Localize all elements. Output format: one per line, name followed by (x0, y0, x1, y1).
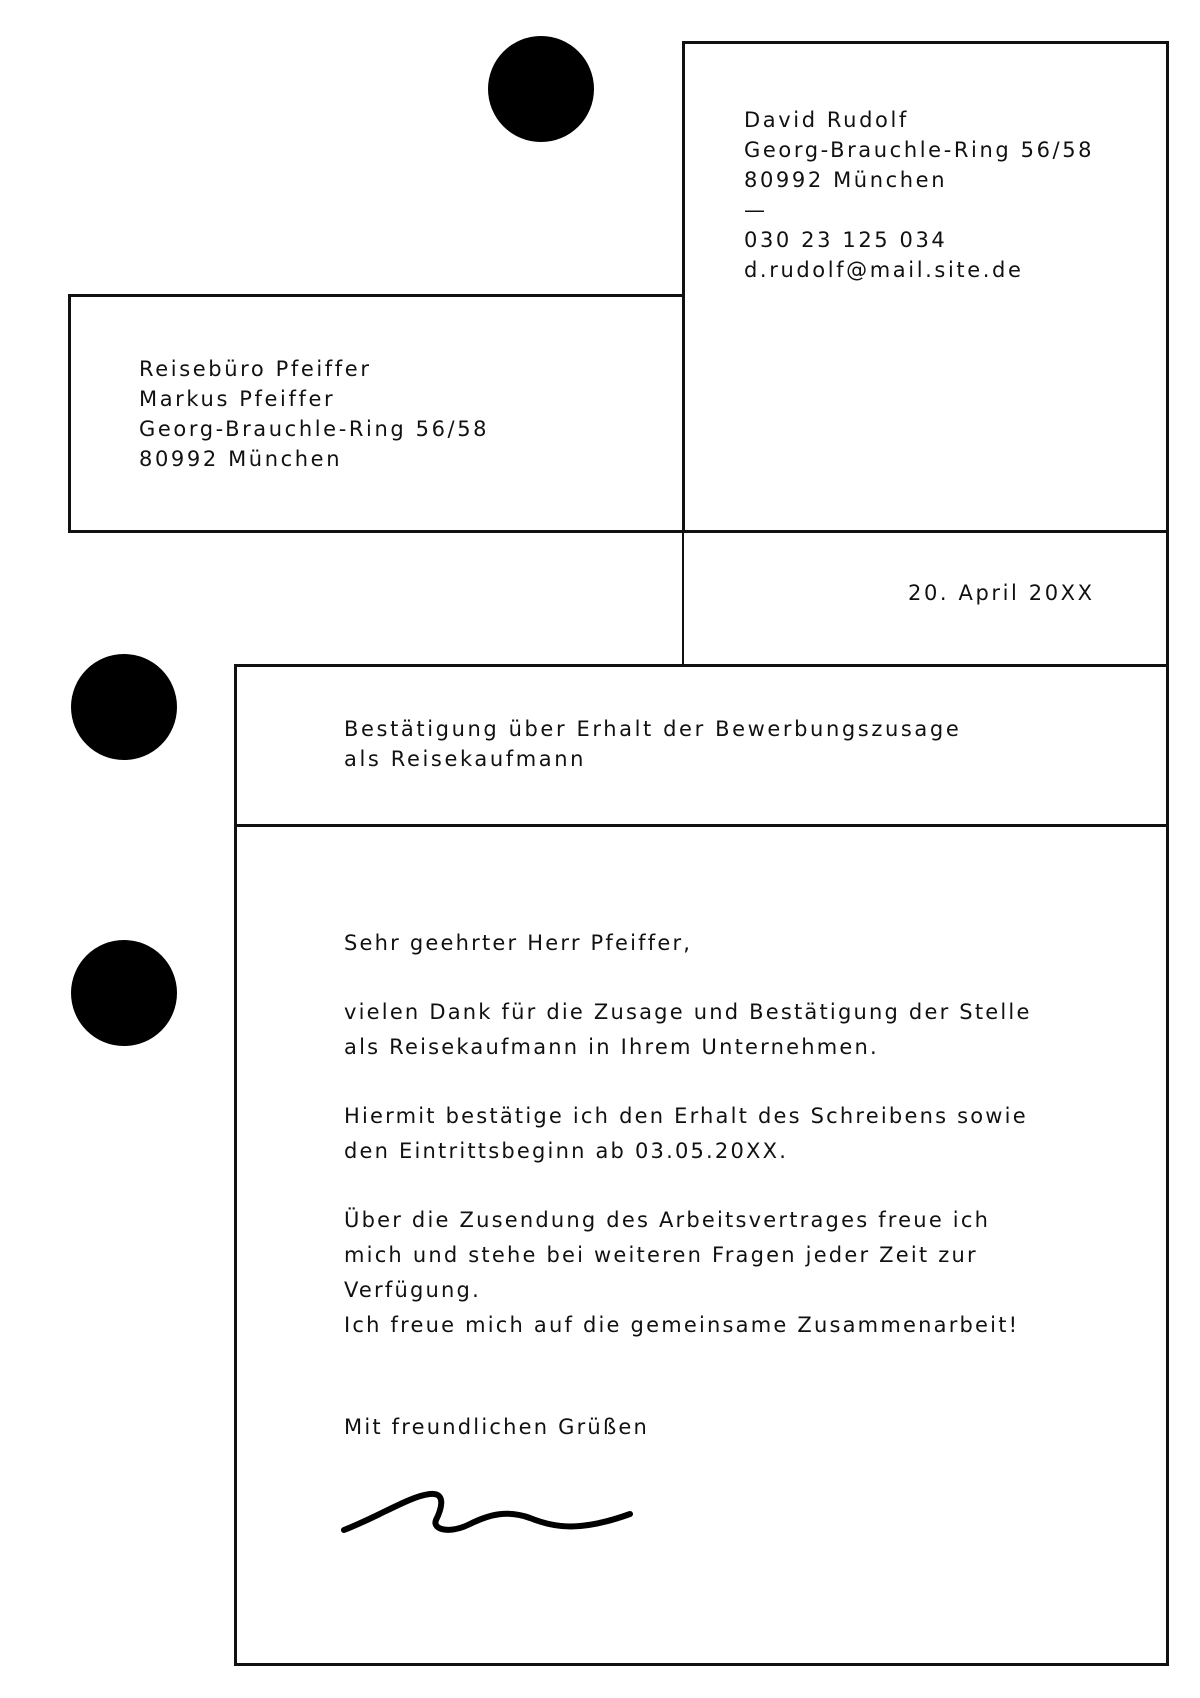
recipient-contact: Markus Pfeiffer (139, 387, 336, 411)
recipient-street: Georg-Brauchle-Ring 56/58 (139, 417, 490, 441)
decorative-dot-top (488, 36, 594, 142)
paragraph-2-line-1: Hiermit bestätige ich den Erhalt des Schreibens sowie (344, 1104, 1028, 1128)
sender-phone: 030 23 125 034 (744, 228, 948, 252)
decorative-dot-lower (71, 940, 177, 1046)
recipient-company: Reisebüro Pfeiffer (139, 357, 372, 381)
signature (340, 1478, 640, 1548)
paragraph-3-line-1: Über die Zusendung des Arbeitsvertrages freue ich (344, 1208, 991, 1232)
letter-body (344, 926, 1032, 1343)
sender-city: 80992 München (744, 168, 948, 192)
recipient-city: 80992 München (139, 447, 343, 471)
sender-name: David Rudolf (744, 108, 909, 132)
paragraph-2-line-2: den Eintrittsbeginn ab 03.05.20XX. (344, 1139, 789, 1163)
right-edge-line (1166, 531, 1169, 667)
paragraph-3-line-4: Ich freue mich auf die gemeinsame Zusammenarbeit! (344, 1313, 1020, 1337)
salutation: Sehr geehrter Herr Pfeiffer, (344, 931, 693, 955)
paragraph-3-line-2: mich und stehe bei weiteren Fragen jeder Zeit zur (344, 1243, 978, 1267)
recipient-address (139, 354, 489, 474)
sender-email: d.rudolf@mail.site.de (744, 258, 1024, 282)
paragraph-3-line-3: Verfügung. (344, 1278, 481, 1302)
sender-address (744, 105, 1094, 285)
sender-separator: — (744, 198, 768, 222)
decorative-dot-middle (71, 654, 177, 760)
subject-line-2: als Reisekaufmann (344, 747, 587, 771)
letter-date: 20. April 20XX (908, 581, 1095, 605)
subject-line (344, 714, 961, 774)
date-divider (682, 531, 684, 667)
subject-line-1: Bestätigung über Erhalt der Bewerbungszusage (344, 717, 962, 741)
closing: Mit freundlichen Grüßen (344, 1415, 649, 1439)
paragraph-1-line-2: als Reisekaufmann in Ihrem Unternehmen. (344, 1035, 879, 1059)
sender-street: Georg-Brauchle-Ring 56/58 (744, 138, 1095, 162)
paragraph-1-line-1: vielen Dank für die Zusage und Bestätigung der Stelle (344, 1000, 1032, 1024)
